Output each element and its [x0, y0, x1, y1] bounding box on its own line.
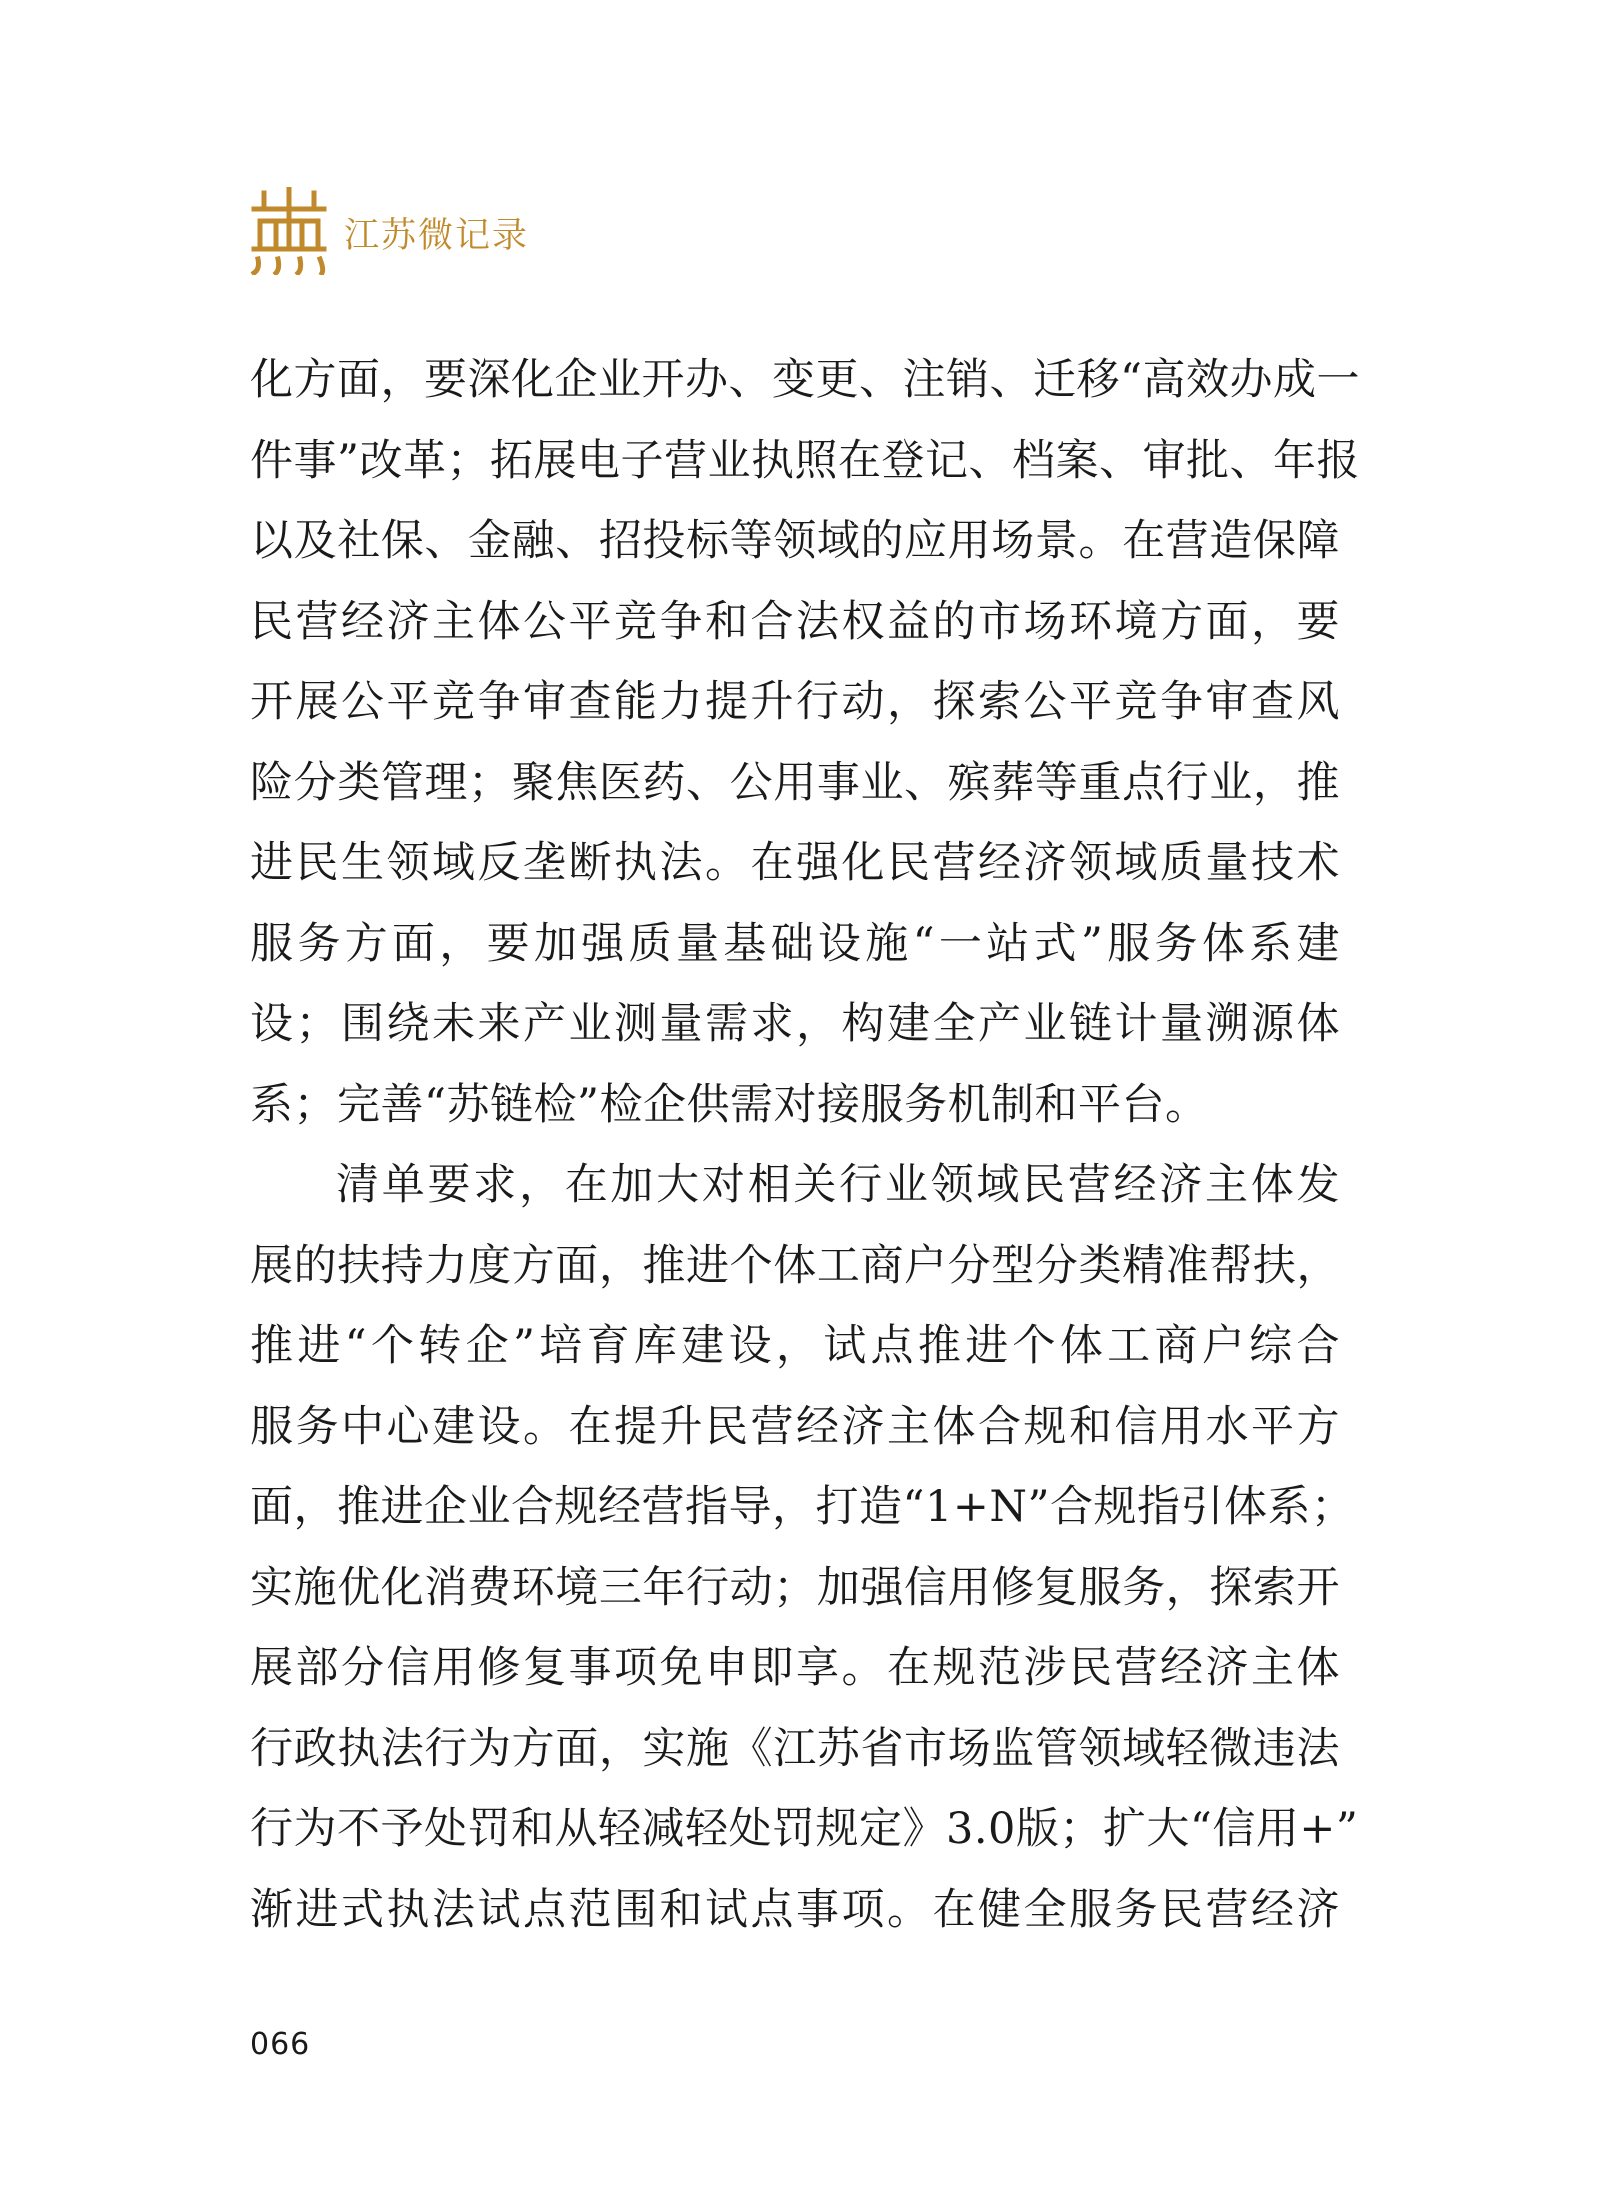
header-title: 江苏微记录: [344, 216, 530, 256]
text-line: 险分类管理；聚焦医药、公用事业、殡葬等重点行业，推: [250, 757, 1340, 808]
text-line: 系；完善“苏链检”检企供需对接服务机制和平台。: [250, 1079, 1209, 1130]
text-line: 行为不予处罚和从轻减轻处罚规定》3.0版；扩大“信用+”: [250, 1804, 1359, 1854]
text-line: 设；围绕未来产业测量需求，构建全产业链计量溯源体: [250, 999, 1340, 1049]
text-line: 实施优化消费环境三年行动；加强信用修复服务，探索开: [250, 1562, 1340, 1613]
text-line: 服务中心建设。在提升民营经济主体合规和信用水平方: [250, 1401, 1340, 1452]
body-text: [250, 340, 1360, 1950]
text-line: 行政执法行为方面，实施《江苏省市场监管领域轻微违法: [250, 1723, 1340, 1774]
text-line: 开展公平竞争审查能力提升行动，探索公平竞争审查风: [250, 677, 1340, 727]
page-number: 066: [250, 2027, 311, 2062]
text-line: 清单要求，在加大对相关行业领域民营经济主体发: [336, 1160, 1340, 1210]
text-line: 面，推进企业合规经营指导，打造“1+N”合规指引体系；: [250, 1482, 1355, 1532]
paragraph: [250, 340, 1360, 1145]
text-line: 渐进式执法试点范围和试点事项。在健全服务民营经济: [250, 1884, 1340, 1935]
text-line: 展的扶持力度方面，推进个体工商户分型分类精准帮扶，: [250, 1240, 1340, 1291]
text-line: 件事”改革；拓展电子营业执照在登记、档案、审批、年报: [250, 435, 1360, 486]
paragraph: [250, 1145, 1359, 1950]
text-line: 展部分信用修复事项免申即享。在规范涉民营经济主体: [250, 1643, 1340, 1693]
emblem-logo-icon: [250, 187, 328, 275]
text-line: 化方面，要深化企业开办、变更、注销、迁移“高效办成一: [250, 355, 1360, 405]
text-line: 进民生领域反垄断执法。在强化民营经济领域质量技术: [250, 838, 1340, 888]
text-line: 服务方面，要加强质量基础设施“一站式”服务体系建: [250, 918, 1340, 969]
running-header: [250, 186, 529, 276]
text-line: 推进“个转企”培育库建设，试点推进个体工商户综合: [250, 1321, 1340, 1371]
text-line: 以及社保、金融、招投标等领域的应用场景。在营造保障: [250, 516, 1340, 566]
text-line: 民营经济主体公平竞争和合法权益的市场环境方面，要: [250, 596, 1340, 647]
